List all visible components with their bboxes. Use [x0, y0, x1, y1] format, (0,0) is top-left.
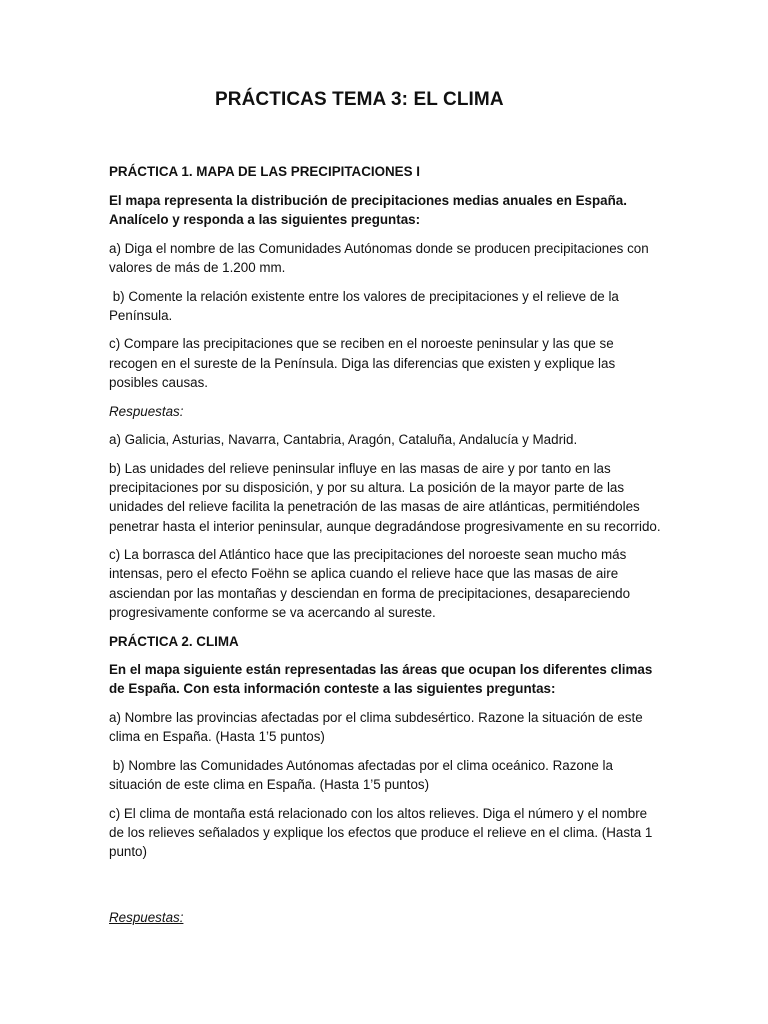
practica1-question-b: b) Comente la relación existente entre los valores de precipitaciones y el relieve de la Península. [109, 288, 623, 323]
practica1-question-c: c) Compare las precipitaciones que se reciben en el noroeste peninsular y las que se recogen en el sureste de la Península. Diga las diferencias que existen y explique las posibles causas. [109, 336, 616, 390]
practica2-question-b: b) Nombre las Comunidades Autónomas afectadas por el clima oceánico. Razone la situación de este clima en España. (Hasta 1’5 puntos) [109, 758, 617, 793]
document-body [109, 162, 664, 937]
practica2-responses-label: Respuestas: [109, 910, 184, 926]
document-title: PRÁCTICAS TEMA 3: EL CLIMA [215, 89, 504, 110]
practica1-answer-c: c) La borrasca del Atlántico hace que las precipitaciones del noroeste sean mucho más intensas, pero el efecto Foëhn se aplica cuando el relieve hace que las masas de aire asciendan por las montañas y desciendan en forma de precipitaciones, desapareciendo progresivamente conforme se va acercando al sureste. [109, 547, 631, 620]
spacer [109, 871, 664, 908]
practica2-question-c: c) El clima de montaña está relacionado con los altos relieves. Diga el número y el nombre de los relieves señalados y explique los efectos que produce el relieve en el clima. (Hasta 1 punto) [109, 805, 653, 860]
practica1-responses-label: Respuestas: [109, 403, 184, 419]
practica1-answer-a: a) Galicia, Asturias, Navarra, Cantabria, Aragón, Cataluña, Andalucía y Madrid. [109, 432, 578, 448]
practica2-intro: En el mapa siguiente están representadas las áreas que ocupan los diferentes climas de España. Con esta información conteste a las siguientes preguntas: [109, 662, 653, 697]
practica1-heading: PRÁCTICA 1. MAPA DE LAS PRECIPITACIONES I [109, 164, 420, 179]
practica2-question-a: a) Nombre las provincias afectadas por el clima subdesértico. Razone la situación de este clima en España. (Hasta 1’5 puntos) [109, 710, 643, 745]
practica1-answer-b: b) Las unidades del relieve peninsular influye en las masas de aire y por tanto en las precipitaciones por su disposición, y por su altura. La posición de la mayor parte de las unidades del relieve facilita la penetración de las masas de aire atlánticas, permitiéndoles penetrar hasta el interior peninsular, aunque degradándose progresivamente en su recorrido. [109, 460, 661, 534]
practica1-intro: El mapa representa la distribución de precipitaciones medias anuales en España. Analícelo y responda a las siguientes preguntas: [109, 192, 627, 227]
practica1-question-a: a) Diga el nombre de las Comunidades Autónomas donde se producen precipitaciones con valores de más de 1.200 mm. [109, 240, 653, 275]
practica2-heading: PRÁCTICA 2. CLIMA [109, 633, 239, 649]
